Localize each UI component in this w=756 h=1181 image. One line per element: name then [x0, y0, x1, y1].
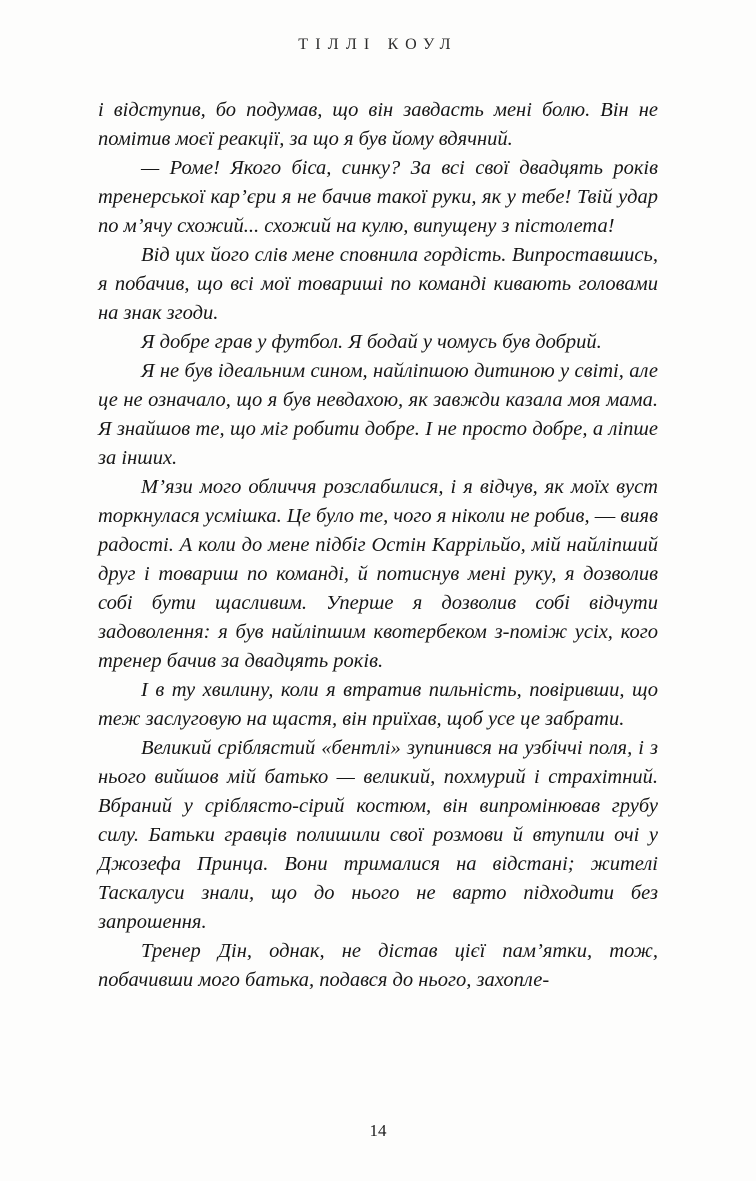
paragraph: Тренер Дін, однак, не дістав цієї пам’ятки, тож, побачивши мого батька, подався до нього, захопле-: [98, 940, 658, 991]
paragraph: Я добре грав у футбол. Я бодай у чомусь був добрий.: [141, 331, 602, 353]
paragraph: Великий сріблястий «бентлі» зупинився на узбіччі поля, і з нього вийшов мій батько — великий, похмурий і страхітний. Вбраний у сріблясто-сірий костюм, він випромінював грубу силу. Батьки гравців полишили свої розмови й втупили очі у Джозефа Принца. Вони трималися на відстані; жителі Таскалуси знали, що до нього не варто підходити без запрошення.: [98, 737, 658, 933]
paragraph: Я не був ідеальним сином, найліпшою дитиною у світі, але це не означало, що я був невдахою, як завжди казала моя мама. Я знайшов те, що міг робити добре. І не просто добре, а ліпше за інших.: [98, 360, 658, 469]
book-text-block: [98, 96, 658, 995]
paragraph: — Роме! Якого біса, синку? За всі свої двадцять років тренерської кар’єри я не бачив такої руки, як у тебе! Твій удар по м’ячу схожий... схожий на кулю, випущену з пістолета!: [98, 157, 658, 237]
paragraph: М’язи мого обличчя розслабилися, і я відчув, як моїх вуст торкнулася усмішка. Це було те, чого я ніколи не робив, –– вияв радості. А коли до мене підбіг Остін Каррільйо, мій найліпший друг і товариш по команді, й потиснув мені руку, я дозволив собі бути щасливим. Уперше я дозволив собі відчути задоволення: я був найліпшим квотербеком з-поміж усіх, кого тренер бачив за двадцять років.: [98, 476, 658, 672]
paragraph: Від цих його слів мене сповнила гордість. Випроставшись, я побачив, що всі мої товариші по команді кивають головами на знак згоди.: [98, 244, 658, 324]
paragraph: І в ту хвилину, коли я втратив пильність, повіривши, що теж заслуговую на щастя, він приїхав, щоб усе це забрати.: [98, 679, 658, 730]
paragraph: і відступив, бо подумав, що він завдасть мені болю. Він не помітив моєї реакції, за що я був йому вдячний.: [98, 99, 658, 150]
running-header-author: ТІЛЛІ КОУЛ: [298, 36, 458, 53]
page-number: 14: [369, 1121, 387, 1140]
